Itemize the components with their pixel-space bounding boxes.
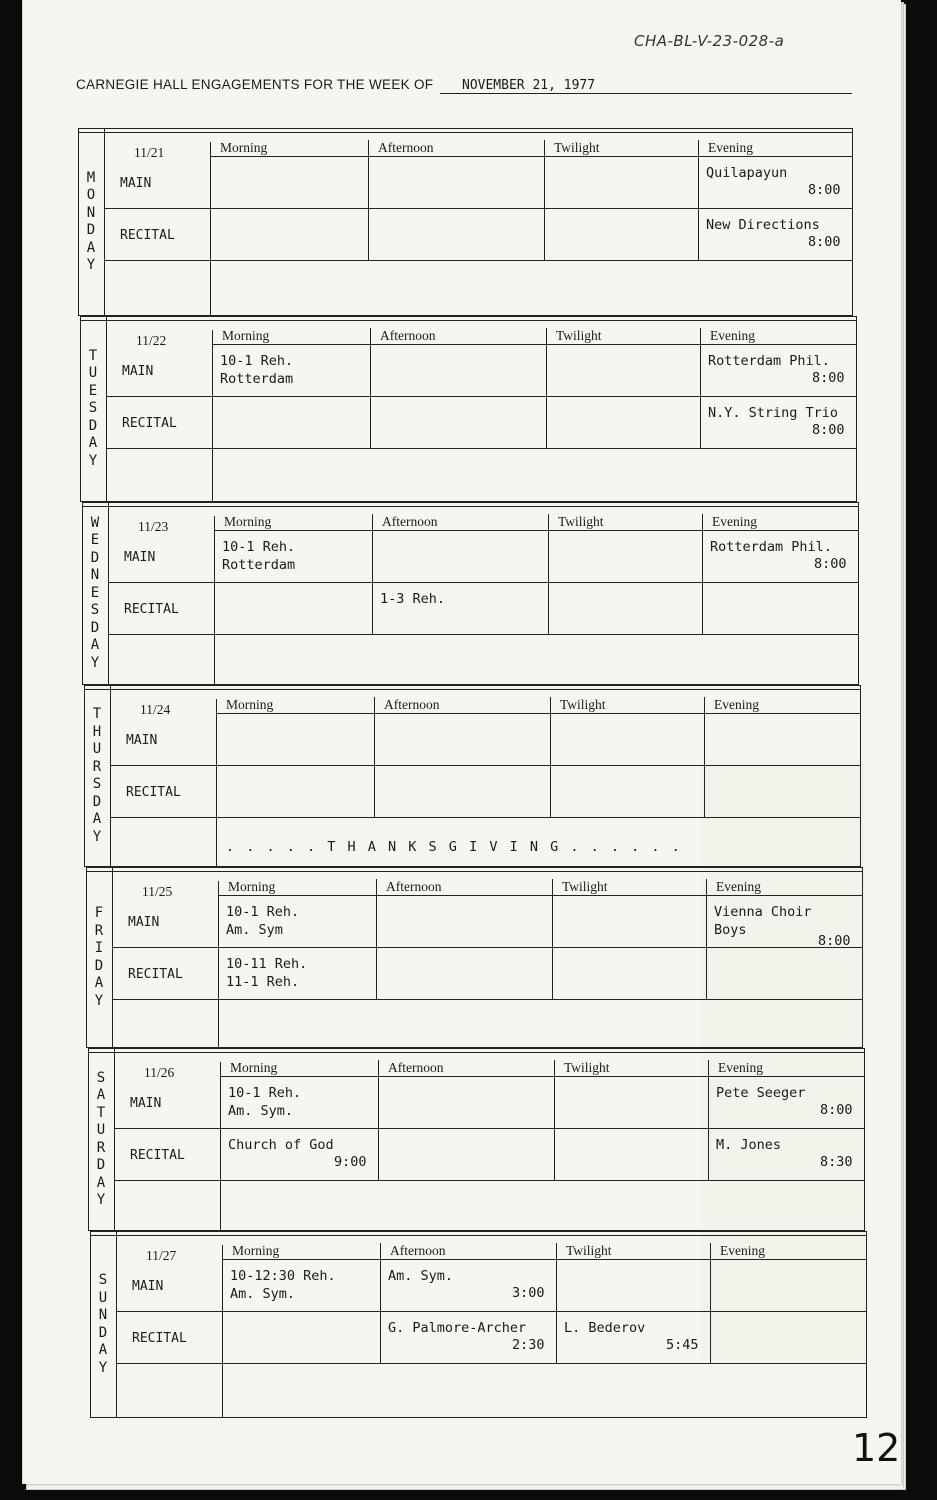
day-block [84,685,861,867]
day-date: 11/25 [142,884,173,899]
day-frame-rule [80,320,857,321]
col-divider [548,514,549,634]
day-letter: N [90,567,100,584]
day-block [78,128,853,316]
main-evening-time: 8:00 [814,556,847,572]
col-divider [550,697,551,817]
col-divider [372,514,373,634]
col-divider [212,330,213,502]
column-header-evening: Evening [720,1243,765,1258]
column-header-afternoon: Afternoon [384,697,440,712]
col-divider [710,1243,711,1363]
day-letter: F [94,905,104,921]
day-letter: S [98,1272,108,1288]
column-header-afternoon: Afternoon [378,140,434,155]
recital-evening-time: 8:00 [812,422,845,438]
row-divider [216,713,861,714]
day-letter: S [96,1069,106,1086]
column-header-evening: Evening [718,1060,763,1075]
row-label-main: MAIN [120,176,152,191]
row-divider [110,765,861,766]
main-evening-time: 8:00 [808,182,841,198]
col-divider [546,328,547,448]
row-divider [112,947,863,948]
row-label-recital: RECITAL [122,416,177,431]
day-letter: T [96,1104,106,1121]
day-date: 11/27 [146,1248,177,1263]
row-divider [108,582,859,583]
day-name [88,1048,115,1231]
column-header-twilight: Twilight [558,514,604,529]
row-divider [212,344,857,345]
column-header-twilight: Twilight [560,697,606,712]
col-divider [708,1060,709,1180]
day-letter: S [92,776,102,792]
day-letter: T [92,706,102,722]
col-divider [370,328,371,448]
col-divider [378,1060,379,1180]
recital-evening-entry: N.Y. String Trio [708,405,839,421]
day-letter: A [86,239,96,256]
day-letter: Y [96,1192,106,1208]
main-morning-entry: 10-12:30 Reh. Am. Sym. [230,1268,336,1302]
day-letter: S [88,400,98,417]
row-divider [214,530,859,531]
column-header-evening: Evening [710,328,755,343]
column-header-twilight: Twilight [556,328,602,343]
main-morning-entry: 10-1 Reh. Am. Sym. [228,1085,302,1119]
row-divider [104,260,853,261]
col-divider [556,1243,557,1363]
day-letter: A [96,1174,106,1191]
column-header-morning: Morning [220,140,268,155]
column-header-morning: Morning [232,1243,280,1258]
row-label-main: MAIN [124,550,156,565]
day-letter: R [96,1139,106,1156]
col-divider [210,142,211,316]
day-name [86,867,113,1048]
col-divider [218,881,219,1048]
main-evening-entry: Pete Seeger [716,1085,806,1101]
day-letter: A [96,1087,106,1103]
main-afternoon-entry: Am. Sym. [388,1268,454,1284]
col-divider [698,140,699,260]
main-evening-entry: Rotterdam Phil. [708,353,830,369]
recital-evening-entry: New Directions [706,217,820,233]
day-frame-rule [86,871,863,872]
column-header-afternoon: Afternoon [382,514,438,529]
day-letter: I [94,940,104,956]
day-name [80,316,107,502]
col-divider [702,514,703,634]
recital-evening-time: 8:30 [820,1154,853,1170]
row-label-recital: RECITAL [120,228,175,243]
column-header-twilight: Twilight [554,140,600,155]
day-letter: M [86,169,96,186]
row-label-main: MAIN [130,1096,162,1111]
day-letter: D [90,549,100,566]
column-header-evening: Evening [714,697,759,712]
day-name [82,502,109,685]
recital-afternoon-entry: G. Palmore-Archer [388,1320,527,1336]
day-letter: A [90,637,100,654]
row-divider [104,208,853,209]
day-letter: R [92,758,102,775]
col-divider [368,140,369,260]
col-divider [704,697,705,817]
column-header-afternoon: Afternoon [390,1243,446,1258]
day-letter: A [88,435,98,452]
col-divider [222,1245,223,1418]
day-letter: D [94,957,104,974]
day-letter: D [90,619,100,636]
day-block [80,316,857,502]
holiday-note: . . . . . T H A N K S G I V I N G . . . . . . [226,839,682,855]
row-divider [116,1363,867,1364]
day-letter: E [90,532,100,549]
column-header-morning: Morning [228,879,276,894]
row-divider [116,1311,867,1312]
recital-morning-time: 9:00 [334,1154,367,1170]
row-label-main: MAIN [122,364,154,379]
column-header-morning: Morning [222,328,270,343]
col-divider [552,879,553,999]
day-letter: U [92,741,102,757]
main-morning-entry: 10-1 Reh. Rotterdam [220,353,294,387]
day-letter: D [96,1157,106,1173]
document-heading: CARNEGIE HALL ENGAGEMENTS FOR THE WEEK OF [76,77,434,92]
main-evening-time: 8:00 [820,1102,853,1118]
row-divider [210,156,853,157]
day-block [86,867,863,1048]
column-header-morning: Morning [230,1060,278,1075]
row-divider [106,448,857,449]
day-letter: A [98,1342,108,1358]
day-letter: T [88,347,98,364]
main-evening-entry: Quilapayun [706,165,788,181]
column-header-morning: Morning [226,697,274,712]
column-header-twilight: Twilight [562,879,608,894]
row-divider [220,1076,865,1077]
row-divider [114,1180,865,1181]
column-header-twilight: Twilight [564,1060,610,1075]
col-divider [374,697,375,817]
col-divider [706,879,707,999]
day-date: 11/26 [144,1065,175,1080]
row-label-recital: RECITAL [126,785,181,800]
row-label-recital: RECITAL [130,1148,185,1163]
row-divider [110,817,861,818]
col-divider [380,1243,381,1363]
day-letter: A [94,975,104,991]
row-divider [222,1259,867,1260]
day-letter: N [86,204,96,221]
day-letter: E [88,382,98,399]
row-label-main: MAIN [128,915,160,930]
recital-evening-entry: M. Jones [716,1137,782,1153]
day-frame-rule [78,132,853,133]
day-frame-rule [90,1235,867,1236]
main-morning-entry: 10-1 Reh. Am. Sym [226,904,300,938]
day-date: 11/23 [138,519,169,534]
row-label-main: MAIN [126,733,158,748]
day-letter: Y [90,654,100,671]
day-letter: Y [94,992,104,1009]
day-frame-rule [84,689,861,690]
row-divider [112,999,863,1000]
day-letter: Y [92,828,102,845]
day-letter: U [88,365,98,382]
main-evening-time: 8:00 [812,370,845,386]
day-date: 11/21 [134,145,165,160]
column-header-evening: Evening [712,514,757,529]
column-header-afternoon: Afternoon [388,1060,444,1075]
column-header-morning: Morning [224,514,272,529]
day-letter: Y [88,452,98,469]
main-evening-entry: Rotterdam Phil. [710,539,832,555]
row-label-recital: RECITAL [132,1331,187,1346]
recital-morning-entry: Church of God [228,1137,334,1153]
main-evening-time: 8:00 [818,933,851,949]
main-morning-entry: 10-1 Reh. Rotterdam [222,539,296,573]
row-divider [106,396,857,397]
day-letter: E [90,584,100,601]
day-letter: Y [98,1359,108,1376]
row-label-recital: RECITAL [128,967,183,982]
row-label-recital: RECITAL [124,602,179,617]
recital-afternoon-entry: 1-3 Reh. [380,591,446,607]
page-number: 12 [852,1426,901,1470]
recital-afternoon-time: 2:30 [512,1337,545,1353]
week-underline [440,93,852,94]
day-frame-rule [82,506,859,507]
col-divider [220,1062,221,1231]
day-block [88,1048,865,1231]
column-header-afternoon: Afternoon [386,879,442,894]
day-letter: Y [86,257,96,273]
main-afternoon-time: 3:00 [512,1285,545,1301]
day-frame-rule [88,1052,865,1053]
day-letter: D [92,793,102,810]
col-divider [544,140,545,260]
day-letter: N [98,1307,108,1323]
col-divider [554,1060,555,1180]
day-letter: H [92,723,102,740]
day-letter: S [90,602,100,619]
main-evening-entry: Vienna Choir Boys [714,904,812,938]
row-divider [108,634,859,635]
row-divider [218,895,863,896]
col-divider [700,328,701,448]
column-header-afternoon: Afternoon [380,328,436,343]
day-letter: W [90,514,100,531]
day-name [90,1231,117,1418]
row-divider [114,1128,865,1129]
recital-evening-time: 8:00 [808,234,841,250]
day-letter: A [92,811,102,827]
row-label-main: MAIN [132,1279,164,1294]
column-header-evening: Evening [708,140,753,155]
day-block [90,1231,867,1418]
archive-reference: CHA-BL-V-23-028-a [634,32,785,50]
day-name [84,685,111,867]
day-date: 11/22 [136,333,167,348]
column-header-evening: Evening [716,879,761,894]
day-name [78,128,105,316]
col-divider [376,879,377,999]
recital-twilight-entry: L. Bederov [564,1320,646,1336]
week-of-date: NOVEMBER 21, 1977 [462,78,596,93]
day-letter: D [86,222,96,238]
day-letter: U [96,1122,106,1138]
day-letter: O [86,187,96,203]
recital-twilight-time: 5:45 [666,1337,699,1353]
column-header-twilight: Twilight [566,1243,612,1258]
day-date: 11/24 [140,702,171,717]
col-divider [216,699,217,867]
recital-morning-entry: 10-11 Reh. 11-1 Reh. [226,956,308,990]
day-letter: U [98,1289,108,1306]
day-block [82,502,859,685]
day-letter: D [88,417,98,434]
day-letter: D [98,1324,108,1341]
day-letter: R [94,922,104,939]
col-divider [214,516,215,685]
